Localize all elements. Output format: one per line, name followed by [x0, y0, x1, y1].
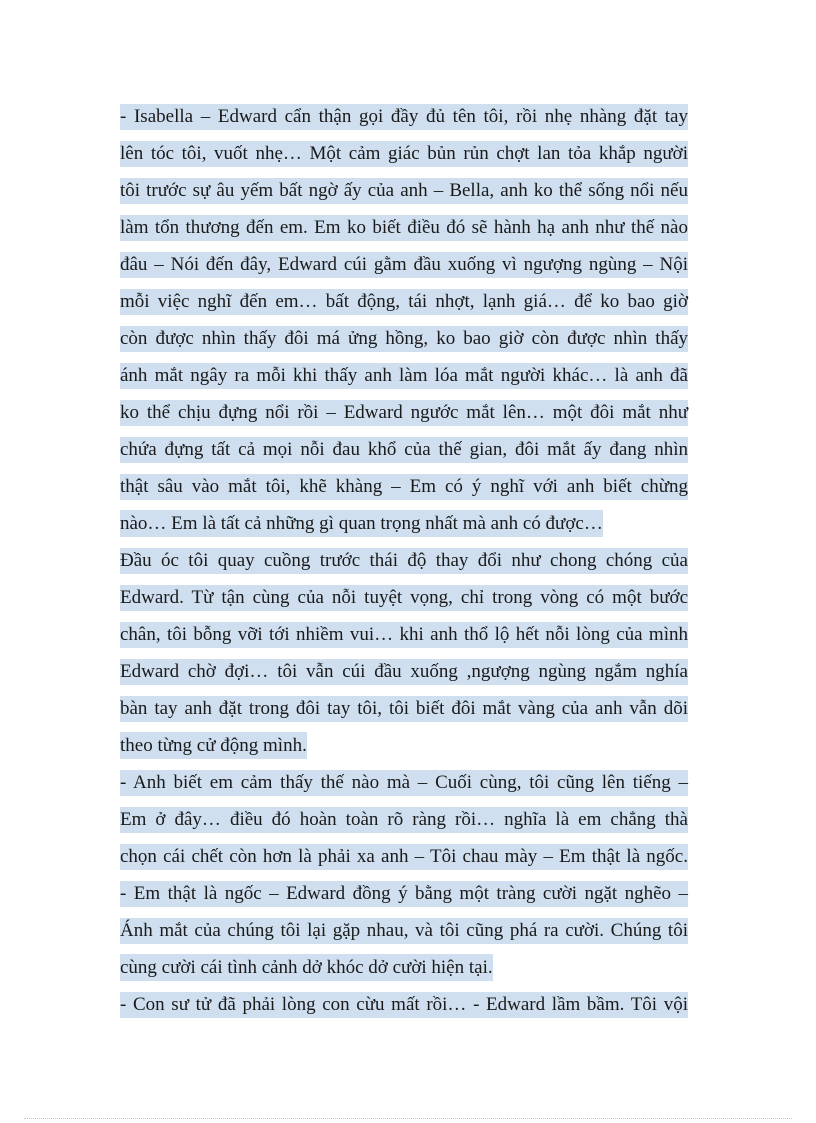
- text-line: [120, 172, 700, 209]
- line-text: còn được nhìn thấy đôi má ửng hồng, ko bao giờ còn được nhìn thấy: [120, 326, 688, 352]
- line-text: chọn cái chết còn hơn là phải xa anh – Tôi chau mày – Em thật là ngốc.: [120, 844, 688, 870]
- line-text: - Em thật là ngốc – Edward đồng ý bằng một tràng cười ngặt nghẽo –: [120, 881, 688, 907]
- page-bottom-edge: [24, 1118, 792, 1119]
- text-line: [120, 98, 700, 135]
- text-line: [120, 246, 700, 283]
- line-text: chứa đựng tất cả mọi nỗi đau khổ của thế gian, đôi mắt ấy đang nhìn: [120, 437, 688, 463]
- line-text: mỗi việc nghĩ đến em… bất động, tái nhợt, lạnh giá… để ko bao giờ: [120, 289, 688, 315]
- line-text: Edward chờ đợi… tôi vẫn cúi đầu xuống ,ngượng ngùng ngắm nghía: [120, 659, 688, 685]
- line-text: - Anh biết em cảm thấy thế nào mà – Cuối cùng, tôi cũng lên tiếng –: [120, 770, 688, 796]
- text-line: [120, 468, 700, 505]
- line-text: tôi trước sự âu yếm bất ngờ ấy của anh – Bella, anh ko thể sống nổi nếu: [120, 178, 688, 204]
- line-text: theo từng cử động mình.: [120, 732, 307, 759]
- text-line: [120, 986, 700, 1023]
- line-text: lên tóc tôi, vuốt nhẹ… Một cảm giác bủn rủn chợt lan tỏa khắp người: [120, 141, 688, 167]
- line-text: thật sâu vào mắt tôi, khẽ khàng – Em có ý nghĩ với anh biết chừng: [120, 474, 688, 500]
- text-line: [120, 357, 700, 394]
- text-line: [120, 209, 700, 246]
- line-text: làm tổn thương đến em. Em ko biết điều đó sẽ hành hạ anh như thế nào: [120, 215, 688, 241]
- text-line: [120, 949, 700, 986]
- line-text: Đầu óc tôi quay cuồng trước thái độ thay đổi như chong chóng của: [120, 548, 688, 574]
- line-text: bàn tay anh đặt trong đôi tay tôi, tôi biết đôi mắt vàng của anh vẫn dõi: [120, 696, 688, 722]
- text-line: [120, 542, 700, 579]
- text-line: [120, 912, 700, 949]
- line-text: - Con sư tử đã phải lòng con cừu mất rồi… - Edward lầm bầm. Tôi vội: [120, 992, 688, 1018]
- line-text: Em ở đây… điều đó hoàn toàn rõ ràng rồi… nghĩa là em chẳng thà: [120, 807, 688, 833]
- text-line: [120, 838, 700, 875]
- line-text: Ánh mắt của chúng tôi lại gặp nhau, và tôi cũng phá ra cười. Chúng tôi: [120, 918, 688, 944]
- line-text: ánh mắt ngây ra mỗi khi thấy anh làm lóa mắt người khác… là anh đã: [120, 363, 688, 389]
- line-text: cùng cười cái tình cảnh dở khóc dở cười hiện tại.: [120, 954, 493, 981]
- text-line: [120, 690, 700, 727]
- text-line: [120, 875, 700, 912]
- text-line: [120, 505, 700, 542]
- line-text: - Isabella – Edward cẩn thận gọi đầy đủ tên tôi, rồi nhẹ nhàng đặt tay: [120, 104, 688, 130]
- text-line: [120, 764, 700, 801]
- line-text: đâu – Nói đến đây, Edward cúi gằm đầu xuống vì ngượng ngùng – Nội: [120, 252, 688, 278]
- line-text: ko thể chịu đựng nổi rồi – Edward ngước mắt lên… một đôi mắt như: [120, 400, 688, 426]
- line-text: nào… Em là tất cả những gì quan trọng nhất mà anh có được…: [120, 510, 603, 537]
- text-line: [120, 135, 700, 172]
- line-text: Edward. Từ tận cùng của nỗi tuyệt vọng, chỉ trong vòng có một bước: [120, 585, 688, 611]
- text-line: [120, 653, 700, 690]
- text-line: [120, 394, 700, 431]
- line-text: chân, tôi bỗng vỡi tới nhiềm vui… khi anh thổ lộ hết nỗi lòng của mình: [120, 622, 688, 648]
- text-line: [120, 283, 700, 320]
- text-line: [120, 616, 700, 653]
- selected-text-block[interactable]: [120, 98, 700, 1023]
- text-line: [120, 320, 700, 357]
- text-line: [120, 727, 700, 764]
- text-line: [120, 579, 700, 616]
- text-line: [120, 431, 700, 468]
- text-line: [120, 801, 700, 838]
